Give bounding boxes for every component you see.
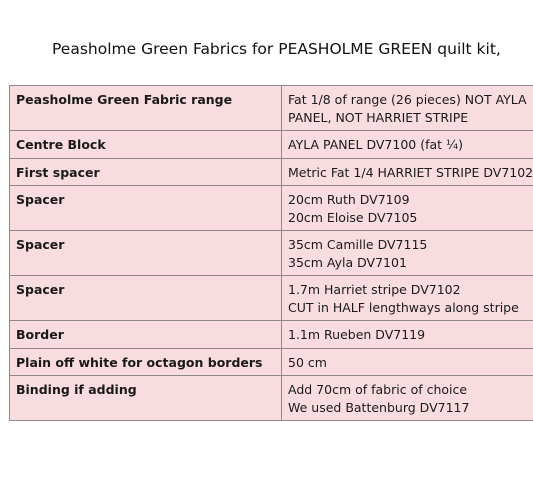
table-row: [10, 276, 533, 321]
table-row: [10, 376, 533, 421]
value-line: 35cm Camille DV7115: [288, 237, 428, 252]
value-line: Add 70cm of fabric of choice: [288, 382, 468, 397]
row-value: [282, 321, 533, 349]
table-row: [10, 348, 533, 376]
row-label: Border: [10, 321, 282, 349]
row-value: [282, 86, 533, 131]
row-label: Binding if adding: [10, 376, 282, 421]
page-title: Peasholme Green Fabrics for PEASHOLME GREEN quilt kit,: [52, 40, 501, 58]
value-line: We used Battenburg DV7117: [288, 399, 470, 415]
value-line: 20cm Ruth DV7109: [288, 192, 410, 207]
row-value: [282, 276, 533, 321]
row-label: Spacer: [10, 231, 282, 276]
table-row: [10, 86, 533, 131]
value-line: PANEL, NOT HARRIET STRIPE: [288, 109, 469, 125]
row-value: [282, 158, 533, 186]
table-row: [10, 321, 533, 349]
row-value: [282, 376, 533, 421]
value-line: 50 cm: [288, 354, 327, 370]
row-value: [282, 231, 533, 276]
row-label: Centre Block: [10, 131, 282, 159]
value-line: AYLA PANEL DV7100 (fat ¼): [288, 137, 464, 152]
row-label: Spacer: [10, 276, 282, 321]
row-label: First spacer: [10, 158, 282, 186]
table-row: [10, 186, 533, 231]
value-line: Metric Fat 1/4 HARRIET STRIPE DV7102: [288, 164, 533, 180]
value-line: 1.1m Rueben DV7119: [288, 327, 426, 342]
table-row: [10, 158, 533, 186]
value-line: Fat 1/8 of range (26 pieces) NOT AYLA: [288, 92, 527, 107]
row-value: [282, 348, 533, 376]
table-row: [10, 131, 533, 159]
value-line: 35cm Ayla DV7101: [288, 254, 407, 270]
row-value: [282, 186, 533, 231]
row-label: Peasholme Green Fabric range: [10, 86, 282, 131]
row-label: Spacer: [10, 186, 282, 231]
value-line: CUT in HALF lengthways along stripe: [288, 299, 519, 315]
row-label: Plain off white for octagon borders: [10, 348, 282, 376]
fabric-requirements-table: [9, 85, 533, 421]
table-row: [10, 231, 533, 276]
value-line: 1.7m Harriet stripe DV7102: [288, 282, 461, 297]
value-line: 20cm Eloise DV7105: [288, 209, 418, 225]
row-value: [282, 131, 533, 159]
